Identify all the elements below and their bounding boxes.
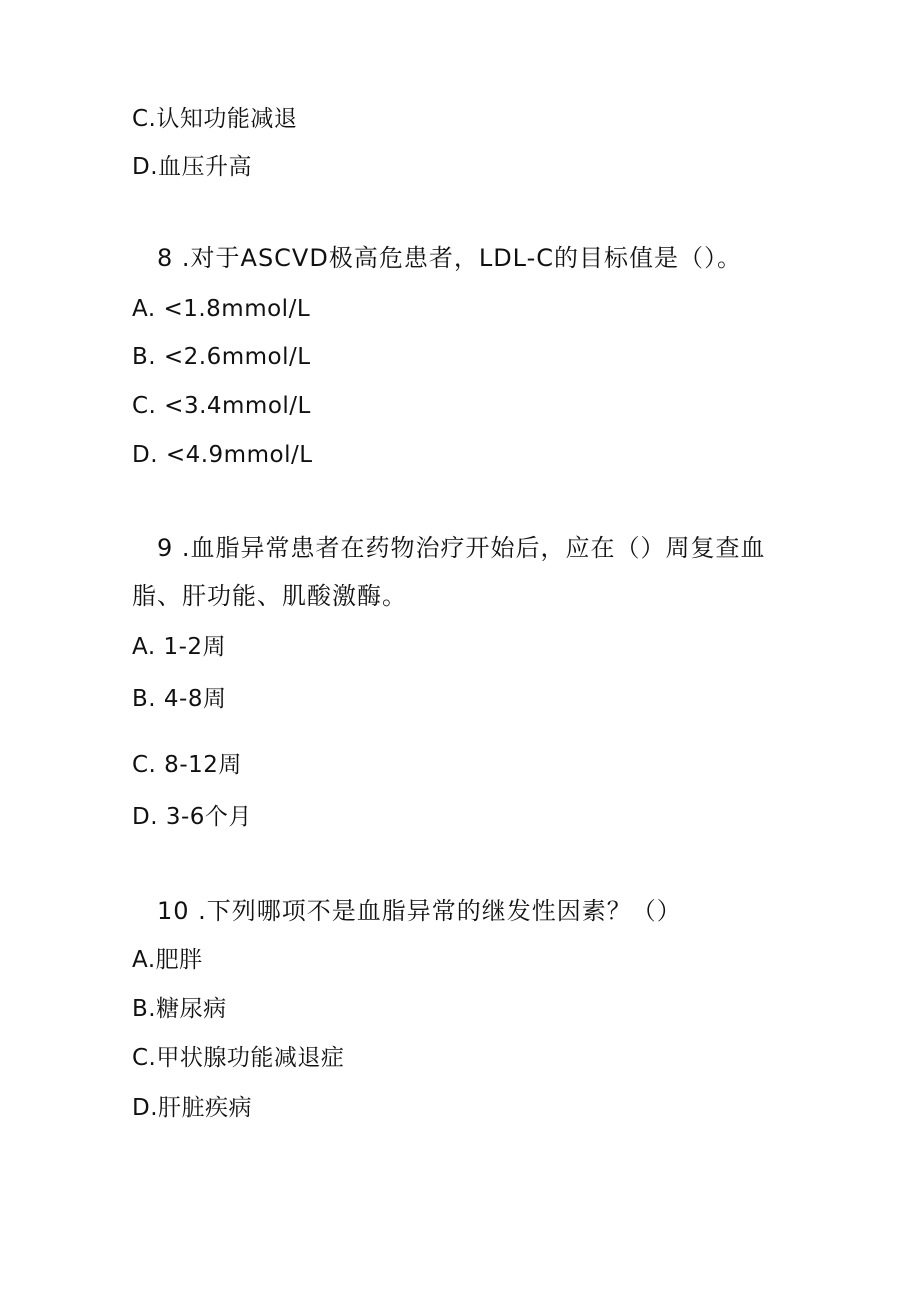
question-8-option-b: B. <2.6mmol/L: [132, 344, 311, 370]
question-10-option-d: D.肝脏疾病: [132, 1095, 253, 1121]
question-9-option-a: A. 1-2周: [132, 634, 227, 660]
question-8-stem: 8 .对于ASCVD极高危患者，LDL-C的目标值是（）。: [157, 244, 743, 272]
option-c: C.认知功能减退: [132, 106, 298, 132]
question-10-option-c: C.甲状腺功能减退症: [132, 1045, 345, 1071]
question-8-option-a: A. <1.8mmol/L: [132, 296, 311, 322]
question-9-stem-line-2: 脂、肝功能、肌酸激酶。: [132, 582, 407, 610]
question-9-option-c: C. 8-12周: [132, 752, 242, 778]
question-8-option-d: D. <4.9mmol/L: [132, 442, 313, 468]
question-10-option-a: A.肥胖: [132, 947, 203, 973]
question-9-option-b: B. 4-8周: [132, 686, 227, 712]
question-8-option-c: C. <3.4mmol/L: [132, 393, 311, 419]
question-9-stem-line-1: 9 .血脂异常患者在药物治疗开始后，应在（）周复查血: [157, 534, 766, 562]
question-10-option-b: B.糖尿病: [132, 996, 227, 1022]
option-d: D.血压升高: [132, 154, 253, 180]
question-10-stem: 10 .下列哪项不是血脂异常的继发性因素？（）: [157, 897, 682, 925]
question-9-option-d: D. 3-6个月: [132, 804, 252, 830]
